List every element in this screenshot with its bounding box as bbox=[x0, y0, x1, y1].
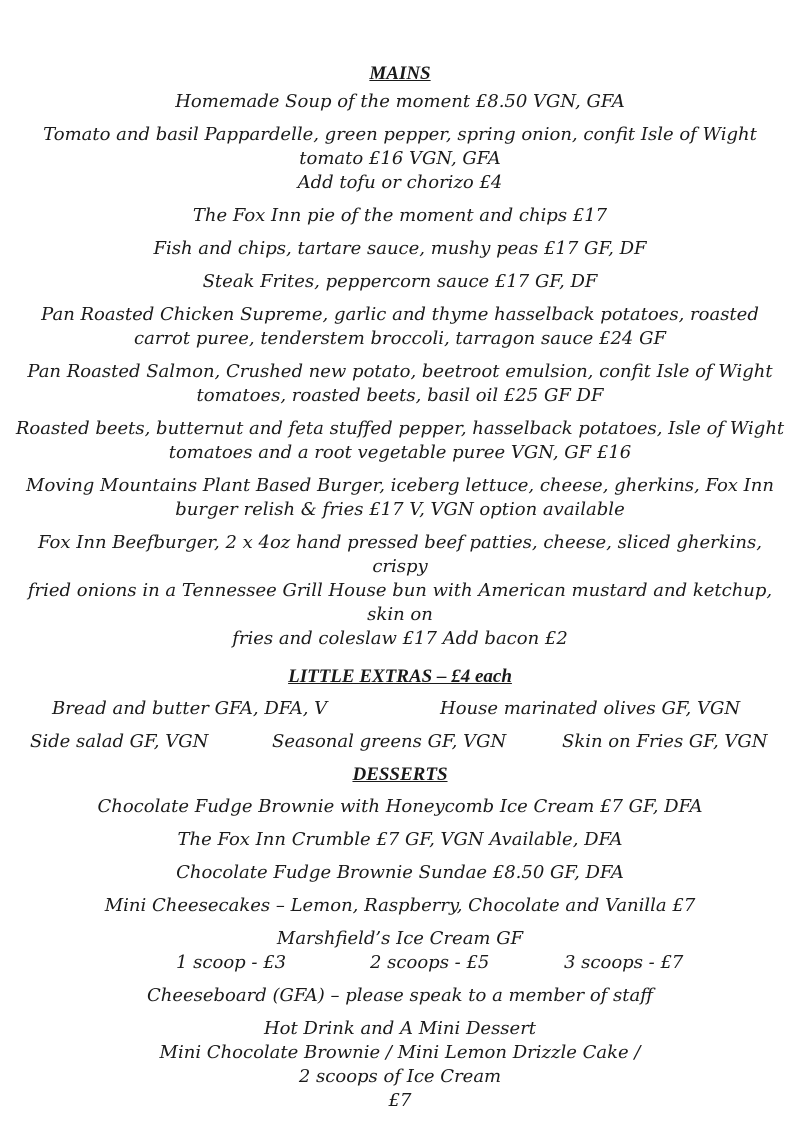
dessert-item-brownie bbox=[8, 795, 792, 819]
menu-line: Pan Roasted Salmon, Crushed new potato, beetroot emulsion, confit Isle of Wight bbox=[27, 361, 773, 382]
menu-line: Tomato and basil Pappardelle, green pepper, spring onion, confit Isle of Wight bbox=[43, 124, 757, 145]
menu-line: tomato £16 VGN, GFA bbox=[299, 148, 501, 169]
menu-line: Mini Cheesecakes – Lemon, Raspberry, Chocolate and Vanilla £7 bbox=[104, 895, 696, 916]
ice-cream-title: Marshfield’s Ice Cream GF bbox=[276, 928, 524, 949]
scoop-option-2: 2 scoops - £5 bbox=[370, 952, 490, 973]
menu-line: Moving Mountains Plant Based Burger, iceberg lettuce, cheese, gherkins, Fox Inn bbox=[26, 475, 774, 496]
menu-line: Hot Drink and A Mini Dessert bbox=[263, 1018, 537, 1039]
menu-line: fries and coleslaw £17 Add bacon £2 bbox=[232, 628, 568, 649]
extras-item-side-salad: Side salad GF, VGN bbox=[30, 731, 209, 752]
mains-item-pie bbox=[8, 204, 792, 228]
menu-line: fried onions in a Tennessee Grill House bun with American mustard and ketchup, skin on bbox=[27, 580, 773, 625]
menu-line: tomatoes and a root vegetable puree VGN, GF £16 bbox=[168, 442, 632, 463]
mains-item-soup bbox=[8, 90, 792, 114]
extras-item-fries: Skin on Fries GF, VGN bbox=[562, 731, 768, 752]
menu-line: The Fox Inn Crumble £7 GF, VGN Available, DFA bbox=[177, 829, 623, 850]
mains-item-steak-frites bbox=[8, 270, 792, 294]
mains-item-beefburger bbox=[8, 531, 792, 651]
menu-line: Steak Frites, peppercorn sauce £17 GF, DF bbox=[202, 271, 598, 292]
dessert-item-cheesecakes bbox=[8, 894, 792, 918]
menu-line: Mini Chocolate Brownie / Mini Lemon Drizzle Cake / bbox=[159, 1042, 641, 1063]
extras-row-1 bbox=[0, 697, 800, 721]
mains-item-pappardelle bbox=[8, 123, 792, 195]
desserts-heading: DESSERTS bbox=[352, 764, 448, 785]
extras-item-bread: Bread and butter GFA, DFA, V bbox=[52, 698, 328, 719]
mains-item-salmon bbox=[8, 360, 792, 408]
menu-line: Add tofu or chorizo £4 bbox=[297, 172, 503, 193]
menu-line: carrot puree, tenderstem broccoli, tarragon sauce £24 GF bbox=[134, 328, 666, 349]
menu-line: £7 bbox=[388, 1090, 412, 1111]
menu-line: Chocolate Fudge Brownie Sundae £8.50 GF, DFA bbox=[176, 862, 624, 883]
menu-line: Fox Inn Beefburger, 2 x 4oz hand pressed beef patties, cheese, sliced gherkins, crispy bbox=[38, 532, 762, 577]
extras-item-olives: House marinated olives GF, VGN bbox=[440, 698, 741, 719]
scoop-option-1: 1 scoop - £3 bbox=[176, 952, 287, 973]
menu-line: Homemade Soup of the moment £8.50 VGN, GFA bbox=[175, 91, 625, 112]
dessert-item-cheeseboard bbox=[8, 984, 792, 1008]
scoop-option-3: 3 scoops - £7 bbox=[564, 952, 684, 973]
mains-item-plant-burger bbox=[8, 474, 792, 522]
menu-line: tomatoes, roasted beets, basil oil £25 GF DF bbox=[196, 385, 604, 406]
extras-heading: LITTLE EXTRAS – £4 each bbox=[288, 666, 512, 687]
menu-line: Fish and chips, tartare sauce, mushy peas £17 GF, DF bbox=[153, 238, 647, 259]
mains-item-fish-and-chips bbox=[8, 237, 792, 261]
scoop-options bbox=[8, 951, 792, 975]
menu-line: The Fox Inn pie of the moment and chips £17 bbox=[192, 205, 608, 226]
mains-heading: MAINS bbox=[369, 63, 431, 84]
dessert-item-hot-drink bbox=[8, 1017, 792, 1113]
menu-line: Cheeseboard (GFA) – please speak to a member of staff bbox=[146, 985, 654, 1006]
menu-line: Roasted beets, butternut and feta stuffed pepper, hasselback potatoes, Isle of Wight bbox=[15, 418, 785, 439]
extras-row-2 bbox=[0, 730, 800, 754]
menu-line: burger relish & fries £17 V, VGN option available bbox=[175, 499, 625, 520]
mains-item-chicken bbox=[8, 303, 792, 351]
menu-line: Chocolate Fudge Brownie with Honeycomb Ice Cream £7 GF, DFA bbox=[97, 796, 703, 817]
dessert-item-ice-cream bbox=[8, 927, 792, 975]
dessert-item-crumble bbox=[8, 828, 792, 852]
menu-line: Pan Roasted Chicken Supreme, garlic and thyme hasselback potatoes, roasted bbox=[41, 304, 759, 325]
extras-item-greens: Seasonal greens GF, VGN bbox=[272, 731, 507, 752]
dessert-item-sundae bbox=[8, 861, 792, 885]
mains-item-stuffed-pepper bbox=[8, 417, 792, 465]
menu-line: 2 scoops of Ice Cream bbox=[298, 1066, 502, 1087]
